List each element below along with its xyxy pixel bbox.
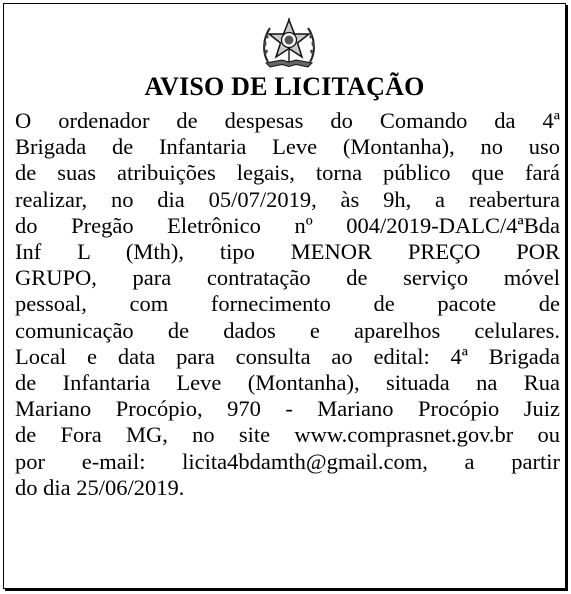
body-line: Local e data para consulta ao edital: 4ª Brigada: [15, 343, 560, 369]
body-line: Mariano Procópio, 970 - Mariano Procópio Juiz: [15, 396, 560, 422]
body-line: O ordenador de despesas do Comando da 4ª: [15, 108, 560, 133]
body-line: de Infantaria Leve (Montanha), situada na Rua: [15, 370, 560, 396]
notice-body: [15, 108, 560, 501]
notice-title: AVISO DE LICITAÇÃO: [144, 72, 425, 101]
body-line: comunicação de dados e aparelhos celulares.: [15, 317, 560, 343]
body-line: por e-mail: licita4bdamth@gmail.com, a partir: [15, 448, 560, 474]
body-line: GRUPO, para contratação de serviço móvel: [15, 265, 560, 291]
body-line: do dia 25/06/2019.: [15, 474, 185, 500]
body-line: de suas atribuições legais, torna público que fará: [15, 160, 560, 186]
body-line: Inf L (Mth), tipo MENOR PREÇO POR: [15, 239, 560, 265]
coat-of-arms-icon: [260, 16, 318, 70]
body-line: do Pregão Eletrônico nº 004/2019-DALC/4ªBda: [15, 212, 560, 238]
body-line: pessoal, com fornecimento de pacote de: [15, 291, 560, 317]
body-line: Brigada de Infantaria Leve (Montanha), no uso: [15, 134, 560, 160]
notice-box: [3, 3, 566, 589]
body-line: realizar, no dia 05/07/2019, às 9h, a reabertura: [15, 186, 560, 212]
body-line: de Fora MG, no site www.comprasnet.gov.br ou: [15, 422, 560, 448]
